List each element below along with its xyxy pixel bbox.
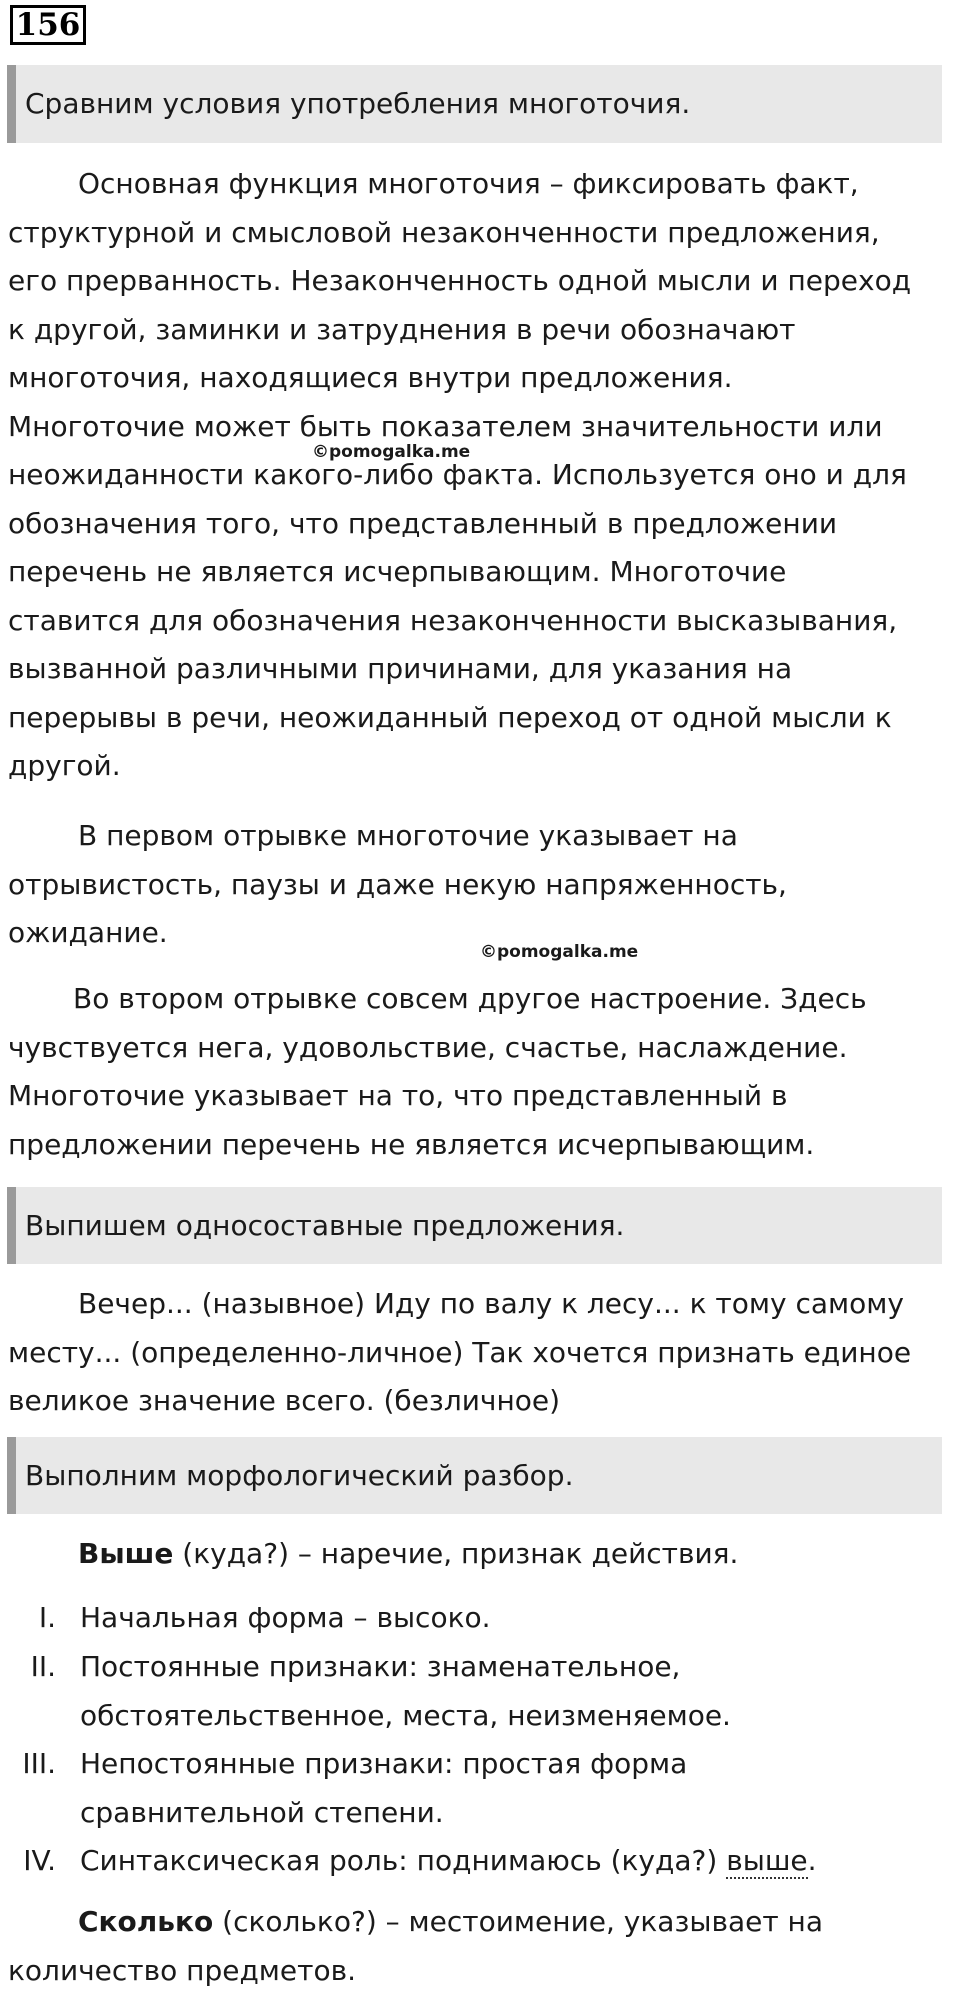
underlined-word: выше bbox=[726, 1844, 808, 1877]
text-line: Начальная форма – высоко. bbox=[80, 1601, 491, 1634]
list-numeral: I. bbox=[38, 1601, 56, 1634]
watermark: ©pomogalka.me bbox=[480, 942, 639, 962]
text-line: Синтаксическая роль: поднимаюсь (куда?) bbox=[80, 1844, 727, 1877]
text-line: сравнительной степени. bbox=[80, 1795, 444, 1829]
paragraph-second-excerpt bbox=[8, 975, 953, 1169]
text-line: ставится для обозначения незаконченности высказывания, bbox=[8, 603, 898, 637]
list-item bbox=[80, 1594, 491, 1643]
section-heading-text: Сравним условия употребления многоточия. bbox=[25, 87, 691, 120]
text-line: обстоятельственное, места, неизменяемое. bbox=[80, 1698, 731, 1732]
text-line: Непостоянные признаки: простая форма bbox=[80, 1747, 688, 1780]
paragraph-first-excerpt bbox=[8, 812, 953, 958]
task-number: 156 bbox=[10, 5, 86, 45]
section-heading-one-part bbox=[7, 1187, 942, 1264]
section-heading-ellipsis bbox=[7, 65, 942, 143]
text-line: . bbox=[807, 1844, 817, 1877]
section-heading-text: Выполним морфологический разбор. bbox=[25, 1458, 574, 1492]
text-line: чувствуется нега, удовольствие, счастье, наслаждение. bbox=[8, 1030, 848, 1064]
text-line: вызванной различными причинами, для указания на bbox=[8, 652, 793, 685]
text-line: обозначения того, что представленный в предложении bbox=[8, 506, 838, 540]
text-line: неожиданности какого-либо факта. Используется оно и для bbox=[8, 458, 907, 491]
text-line: месту... (определенно-личное) Так хочется признать единое bbox=[8, 1335, 912, 1369]
text-line: перерывы в речи, неожиданный переход от одной мысли к bbox=[8, 700, 892, 734]
text-line: Многоточие может быть показателем значительности или bbox=[8, 409, 883, 443]
text-line: Основная функция многоточия – фиксировать факт, bbox=[78, 167, 859, 200]
text-line: Многоточие указывает на то, что представленный в bbox=[8, 1079, 788, 1112]
text-line: Вечер... (назывное) Иду по валу к лесу... к тому самому bbox=[78, 1287, 904, 1320]
section-heading-text: Выпишем односоставные предложения. bbox=[25, 1208, 625, 1242]
analyzed-word: Выше bbox=[78, 1537, 174, 1570]
list-numeral: IV. bbox=[23, 1844, 56, 1877]
text-line: его прерванность. Незаконченность одной мысли и переход bbox=[8, 264, 912, 297]
text-line: отрывистость, паузы и даже некую напряженность, bbox=[8, 867, 787, 901]
text-line: многоточия, находящиеся внутри предложения. bbox=[8, 361, 733, 394]
morph-entry-skolko bbox=[8, 1898, 953, 1995]
word-description: (сколько?) – местоимение, указывает на bbox=[213, 1905, 824, 1938]
word-description: (куда?) – наречие, признак действия. bbox=[173, 1537, 739, 1570]
text-line: структурной и смысловой незаконченности предложения, bbox=[8, 215, 880, 249]
list-numeral: II. bbox=[30, 1650, 56, 1683]
text-line: перечень не является исчерпывающим. Многоточие bbox=[8, 555, 787, 588]
analyzed-word: Сколько bbox=[78, 1905, 214, 1938]
text-line: великое значение всего. (безличное) bbox=[8, 1384, 561, 1417]
text-line: другой. bbox=[8, 749, 121, 782]
list-numeral: III. bbox=[22, 1747, 56, 1780]
list-item bbox=[80, 1837, 817, 1886]
text-line: В первом отрывке многоточие указывает на bbox=[78, 819, 738, 852]
section-heading-morphology bbox=[7, 1437, 942, 1514]
text-line: ожидание. bbox=[8, 916, 168, 949]
paragraph-main-function bbox=[8, 160, 953, 791]
morph-entry-vyshe bbox=[8, 1530, 953, 1579]
text-line: к другой, заминки и затруднения в речи обозначают bbox=[8, 312, 796, 346]
text-line: предложении перечень не является исчерпывающим. bbox=[8, 1127, 815, 1161]
text-line: Во втором отрывке совсем другое настроение. Здесь bbox=[73, 982, 867, 1015]
list-item bbox=[80, 1643, 731, 1740]
watermark: ©pomogalka.me bbox=[312, 442, 471, 462]
list-item bbox=[80, 1740, 687, 1837]
text-line: Постоянные признаки: знаменательное, bbox=[80, 1650, 681, 1683]
paragraph-one-part-sentences bbox=[8, 1280, 953, 1426]
text-line: количество предметов. bbox=[8, 1953, 357, 1987]
